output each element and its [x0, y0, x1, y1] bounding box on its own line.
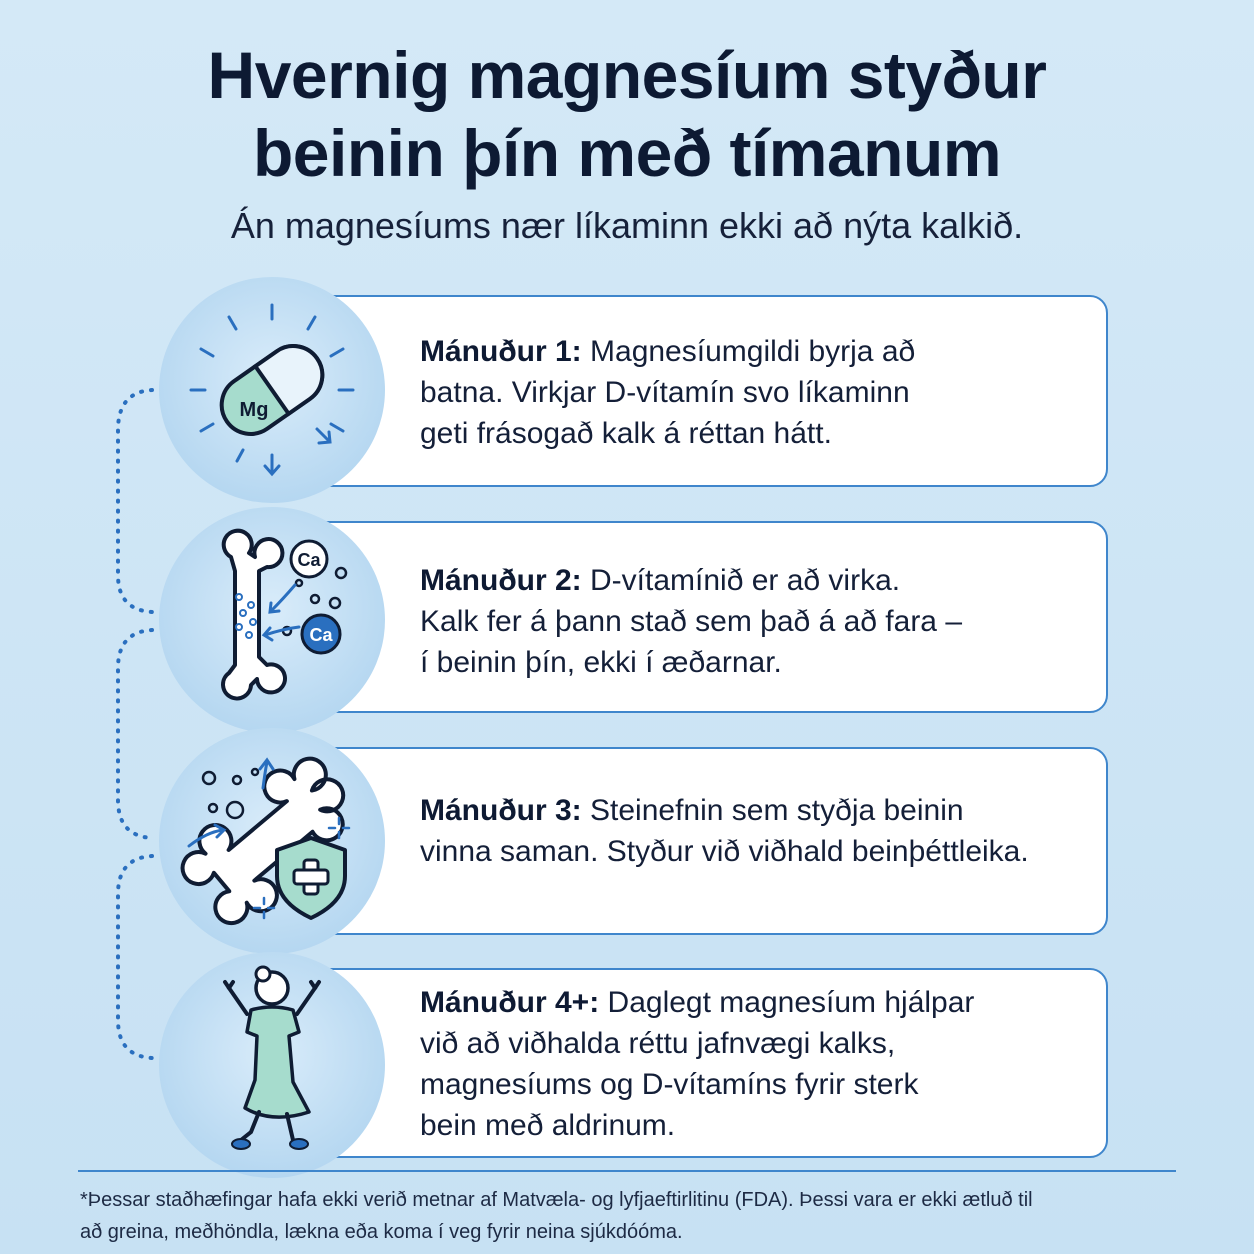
- disclaimer-line-1: *Þessar staðhæfingar hafa ekki verið metnar af Matvæla- og lyfjaeftirlitinu (FDA). Þessi vara er ekki ætluð til: [80, 1189, 1033, 1211]
- ca-label-2: Ca: [309, 625, 333, 645]
- step-card-3: [290, 747, 1108, 935]
- title-line-1: Hvernig magnesíum styður: [207, 38, 1047, 112]
- step-label-2: Mánuður 2:: [420, 564, 582, 597]
- happy-woman-icon: [159, 952, 385, 1178]
- step-4-line-4: bein með aldrinum.: [420, 1109, 676, 1142]
- step-label-3: Mánuður 3:: [420, 794, 582, 827]
- step-card-4: [290, 968, 1108, 1158]
- step-4-line-3: magnesíums og D-vítamíns fyrir sterk: [420, 1068, 919, 1101]
- step-label-1: Mánuður 1:: [420, 335, 582, 368]
- title-line-2: beinin þín með tímanum: [252, 116, 1002, 190]
- disclaimer-line-2: að greina, meðhöndla, lækna eða koma í veg fyrir neina sjúkdóóma.: [80, 1221, 683, 1243]
- step-card-2: [290, 521, 1108, 713]
- bone-shield-icon: [159, 728, 385, 954]
- step-2-line-2: Kalk fer á þann stað sem það á að fara –: [420, 605, 963, 638]
- step-text-4: [420, 982, 1082, 1146]
- step-1-line-3: geti frásogað kalk á réttan hátt.: [420, 417, 832, 450]
- step-label-4: Mánuður 4+:: [420, 986, 600, 1019]
- step-2-line-1: D-vítamínið er að virka.: [590, 564, 901, 597]
- step-3-line-1: Steinefnin sem styðja beinin: [590, 794, 964, 827]
- step-4-line-1: Daglegt magnesíum hjálpar: [607, 986, 975, 1019]
- step-2-line-3: í beinin þín, ekki í æðarnar.: [420, 646, 782, 679]
- step-text-3: [420, 790, 1082, 872]
- mg-label: Mg: [239, 399, 269, 421]
- step-1-line-2: batna. Virkjar D-vítamín svo líkaminn: [420, 376, 910, 409]
- step-text-2: [420, 560, 1082, 683]
- step-4-line-2: við að viðhalda réttu jafnvægi kalks,: [420, 1027, 896, 1060]
- step-1-line-1: Magnesíumgildi byrja að: [590, 335, 916, 368]
- step-text-1: [420, 331, 1082, 454]
- step-card-1: [290, 295, 1108, 487]
- disclaimer: [80, 1184, 1180, 1248]
- ca-label-1: Ca: [297, 550, 321, 570]
- bone-calcium-icon: [159, 507, 385, 733]
- step-3-line-2: vinna saman. Styður við viðhald beinþéttleika.: [420, 835, 1029, 868]
- divider: [78, 1170, 1176, 1172]
- mg-capsule-icon: [159, 277, 385, 503]
- subtitle: Án magnesíums nær líkaminn ekki að nýta kalkið.: [230, 205, 1024, 246]
